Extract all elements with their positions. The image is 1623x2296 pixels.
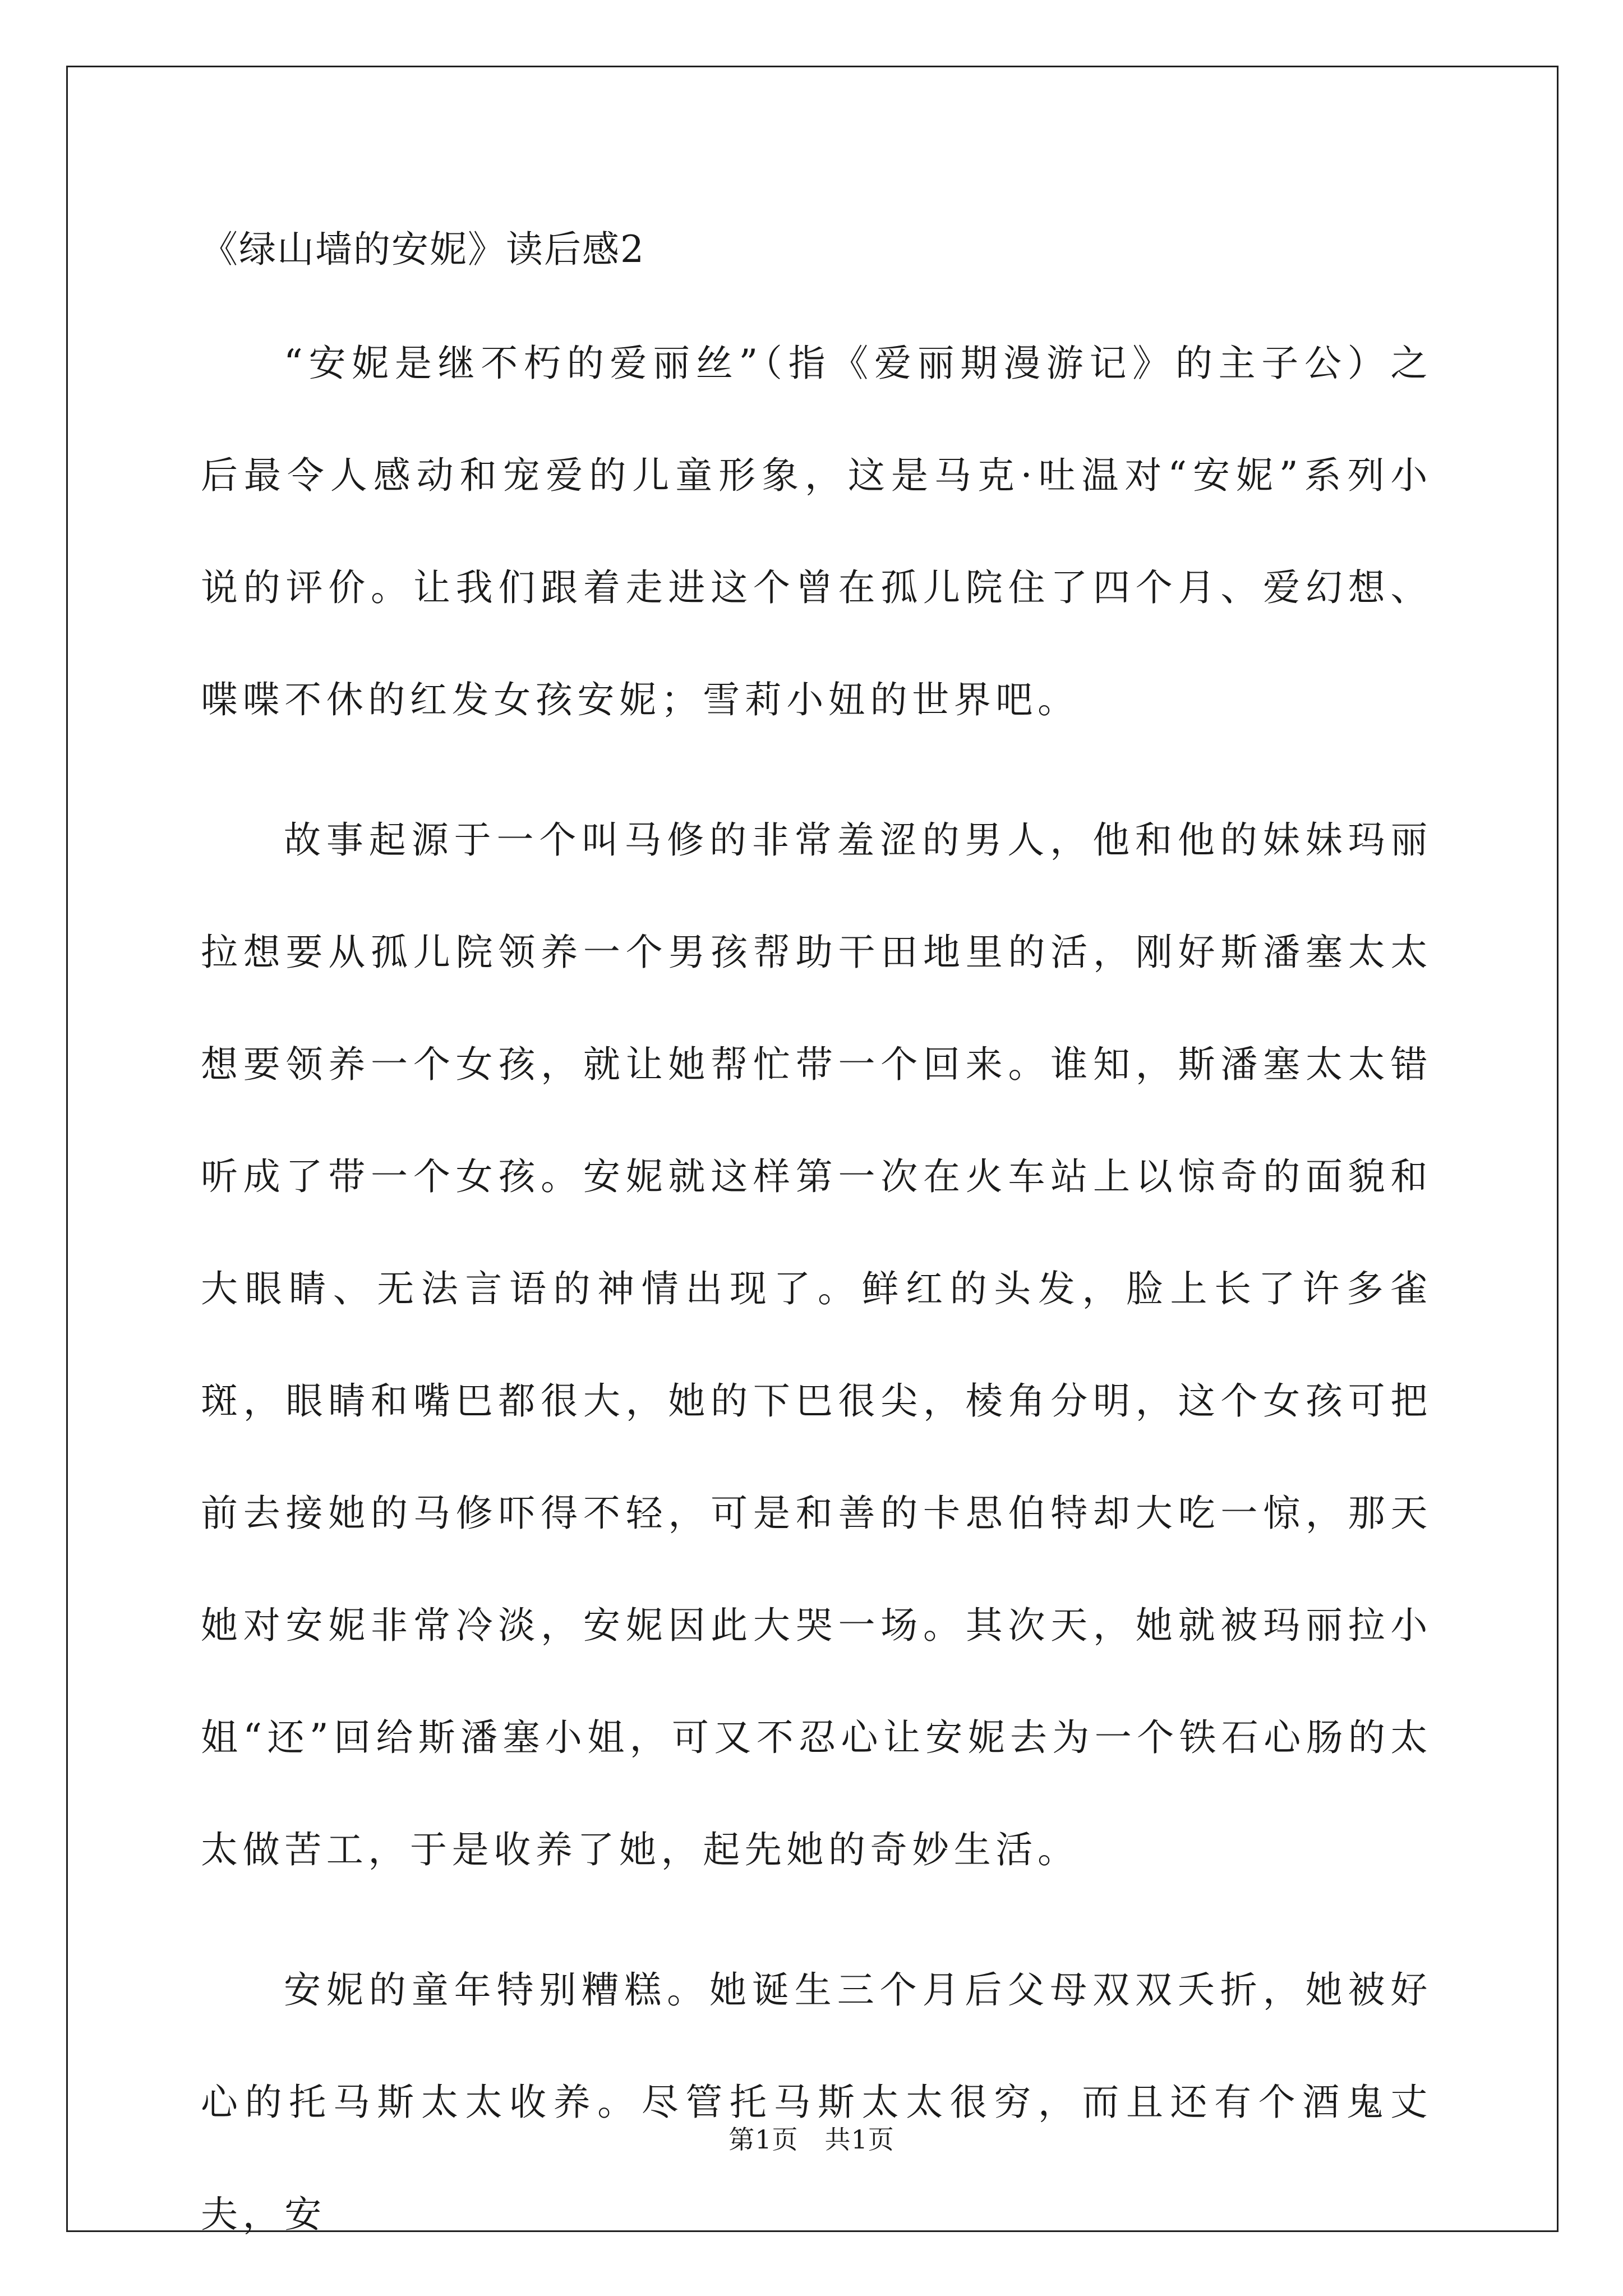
- document-title: 《绿山墙的安妮》读后感2: [201, 228, 645, 271]
- paragraph: 故事起源于一个叫马修的非常羞涩的男人，他和他的妹妹玛丽拉想要从孤儿院领养一个男孩帮助干田地里的活，刚好斯潘塞太太想要领养一个女孩，就让她帮忙带一个回来。谁知，斯潘塞太太错听成了带一个女孩。安妮就这样第一次在火车站上以惊奇的面貌和大眼睛、无法言语的神情出现了。鲜红的头发，脸上长了许多雀斑，眼睛和嘴巴都很大，她的下巴很尖，棱角分明，这个女孩可把前去接她的马修吓得不轻，可是和善的卡思伯特却大吃一惊，那天她对安妮非常冷淡，安妮因此大哭一场。其次天，她就被玛丽拉小姐“还”回给斯潘塞小姐，可又不忍心让安妮去为一个铁石心肠的太太做苦工，于是收养了她，起先她的奇妙生活。: [201, 818, 1432, 1871]
- paragraph: “安妮是继不朽的爱丽丝”（指《爱丽期漫游记》的主子公）之后最令人感动和宠爱的儿童形象，这是马克·吐温对“安妮”系列小说的评价。让我们跟着走进这个曾在孤儿院住了四个月、爱幻想、喋喋不休的红发女孩安妮；雪莉小妞的世界吧。: [201, 342, 1432, 721]
- page-number-footer: 第1页 共1页: [728, 2124, 895, 2155]
- document-body: [201, 222, 1432, 2271]
- paragraph: 安妮的童年特别糟糕。她诞生三个月后父母双双夭折，她被好心的托马斯太太收养。尽管托马斯太太很穷，而且还有个酒鬼丈夫，安: [201, 1968, 1432, 2236]
